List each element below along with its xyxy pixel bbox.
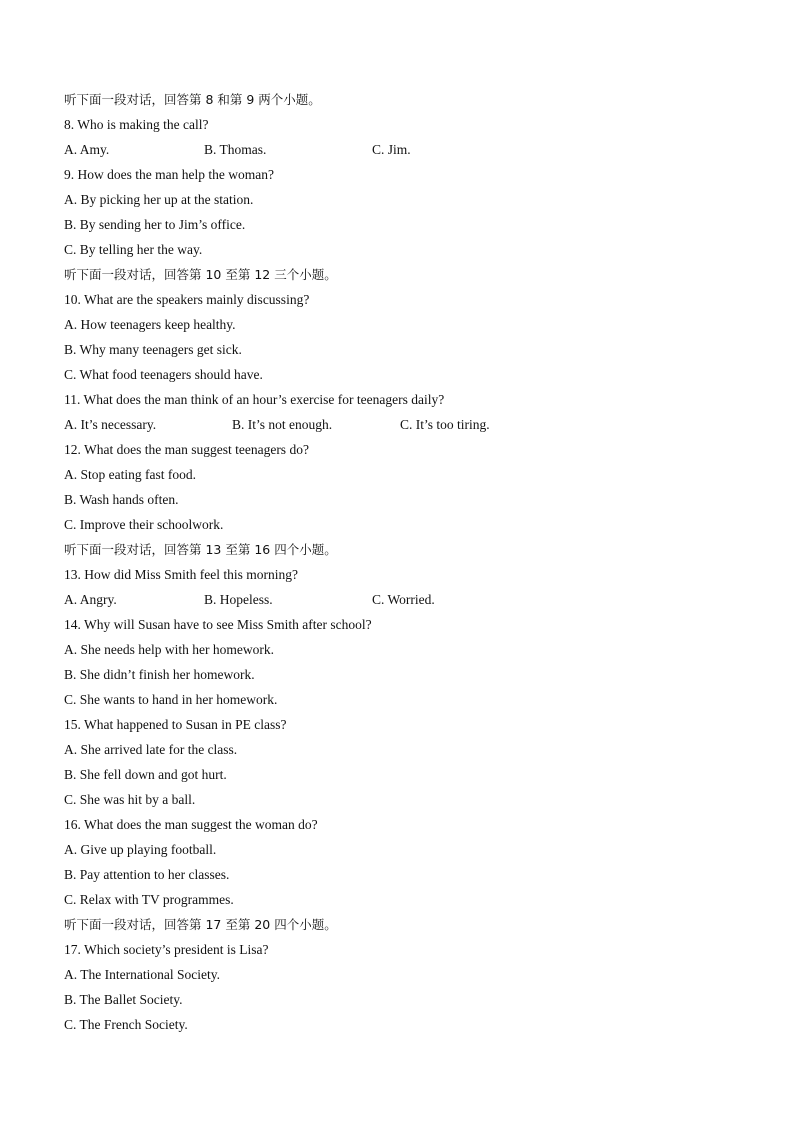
question-8: 8. Who is making the call? (64, 117, 209, 132)
option-line: B. Pay attention to her classes. (64, 867, 230, 882)
option-line: C. She was hit by a ball. (64, 792, 196, 807)
option-line: C. Improve their schoolwork. (64, 517, 224, 532)
option-line: A. Stop eating fast food. (64, 467, 196, 482)
option-a: A. Angry. (64, 592, 117, 607)
question-17: 17. Which society’s president is Lisa? (64, 942, 269, 957)
exam-page (64, 87, 744, 1037)
option-c: C. It’s too tiring. (400, 417, 490, 432)
option-line: A. Give up playing football. (64, 842, 217, 857)
option-line: C. The French Society. (64, 1017, 188, 1032)
option-line: A. How teenagers keep healthy. (64, 317, 236, 332)
question-12: 12. What does the man suggest teenagers do? (64, 442, 309, 457)
option-line: A. She needs help with her homework. (64, 642, 274, 657)
option-line: B. Why many teenagers get sick. (64, 342, 242, 357)
option-b: B. Hopeless. (204, 592, 273, 607)
option-a: A. Amy. (64, 142, 110, 157)
instruction-line: 听下面一段对话，回答第 10 至第 12 三个小题。 (64, 267, 337, 282)
option-line: B. The Ballet Society. (64, 992, 183, 1007)
option-c: C. Jim. (372, 142, 411, 157)
option-b: B. It’s not enough. (232, 417, 333, 432)
option-line: C. Relax with TV programmes. (64, 892, 234, 907)
option-line: B. She didn’t finish her homework. (64, 667, 255, 682)
option-line: C. What food teenagers should have. (64, 367, 263, 382)
option-line: B. By sending her to Jim’s office. (64, 217, 246, 232)
options-row-q11 (64, 412, 744, 437)
question-13: 13. How did Miss Smith feel this morning? (64, 567, 298, 582)
option-line: A. By picking her up at the station. (64, 192, 254, 207)
question-15: 15. What happened to Susan in PE class? (64, 717, 287, 732)
option-c: C. Worried. (372, 592, 435, 607)
option-line: A. The International Society. (64, 967, 220, 982)
options-row-q8 (64, 137, 744, 162)
options-row-q13 (64, 587, 744, 612)
option-line: C. She wants to hand in her homework. (64, 692, 278, 707)
question-9: 9. How does the man help the woman? (64, 167, 274, 182)
instruction-line: 听下面一段对话，回答第 17 至第 20 四个小题。 (64, 917, 337, 932)
option-line: B. She fell down and got hurt. (64, 767, 227, 782)
option-a: A. It’s necessary. (64, 417, 157, 432)
question-16: 16. What does the man suggest the woman do? (64, 817, 318, 832)
question-10: 10. What are the speakers mainly discussing? (64, 292, 310, 307)
option-b: B. Thomas. (204, 142, 267, 157)
question-14: 14. Why will Susan have to see Miss Smith after school? (64, 617, 372, 632)
option-line: A. She arrived late for the class. (64, 742, 238, 757)
question-11: 11. What does the man think of an hour’s exercise for teenagers daily? (64, 392, 445, 407)
instruction-line: 听下面一段对话，回答第 13 至第 16 四个小题。 (64, 542, 337, 557)
option-line: C. By telling her the way. (64, 242, 203, 257)
option-line: B. Wash hands often. (64, 492, 179, 507)
instruction-line: 听下面一段对话，回答第 8 和第 9 两个小题。 (64, 92, 321, 107)
